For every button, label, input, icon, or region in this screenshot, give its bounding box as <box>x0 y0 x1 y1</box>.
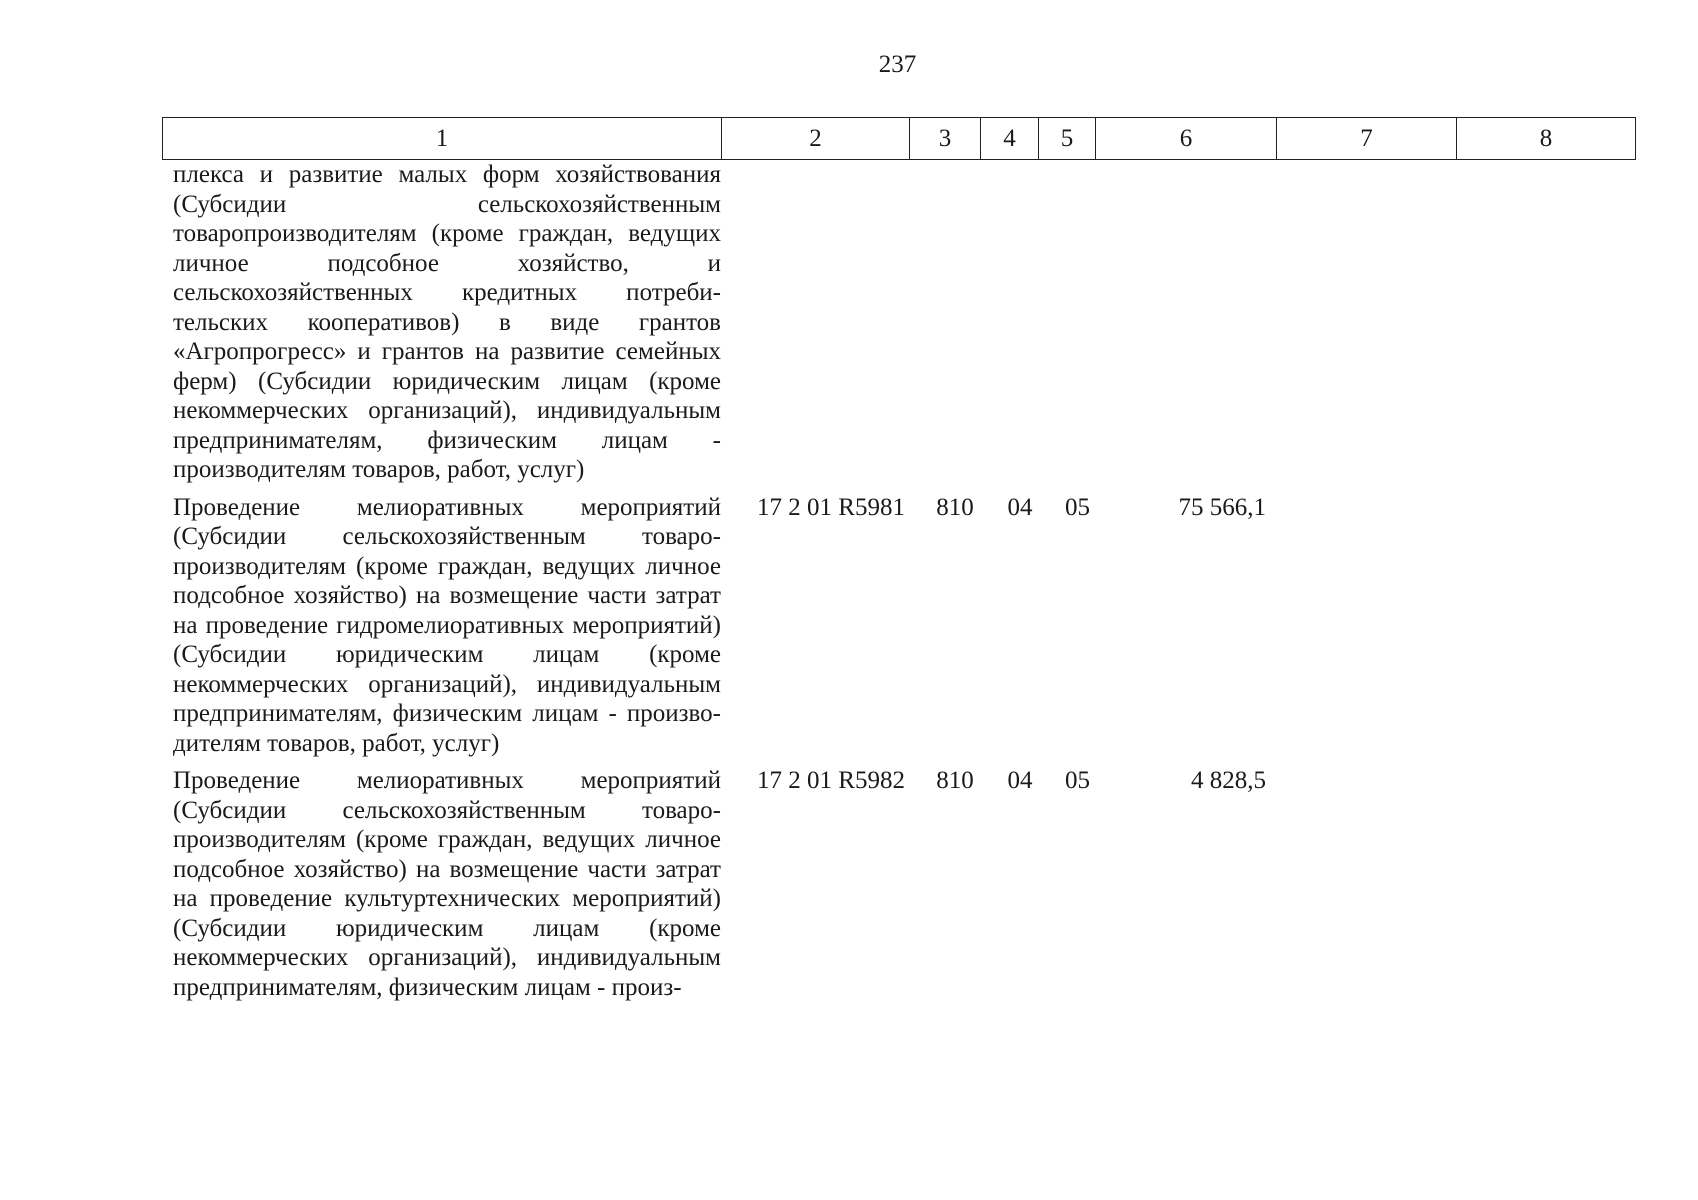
column-number-2: 2 <box>722 118 910 160</box>
row-subsection: 05 <box>1065 493 1090 521</box>
row-section: 04 <box>1007 493 1033 521</box>
row-amount: 4 828,5 <box>1191 767 1266 794</box>
row-description: Проведение мелиоративных мероприятий (Субсидии сельскохозяйственным товаропроизводителям (кроме граждан, ведущих личное подсобное хозяйство) на возмещение части затрат на проведение гидромелиоративных мероприятий) (Субсидии юридическим лицам (кроме некоммерческих организаций), индивидуальным предпринимателям, физическим лицам - производителям товаров, работ, услуг) <box>173 493 721 757</box>
row-description: плекса и развитие малых форм хозяйствования (Субсидии сельскохозяйственным товаропроизводителям (кроме граждан, ведущих личное подсобное хозяйство, и сельскохозяйственных кредитных потребительских кооперативов) в виде грантов «Агропрогресс» и грантов на развитие семейных ферм) (Субсидии юридическим лицам (кроме некоммерческих организаций), индивидуальным предпринимателям, физическим лицам - производителям товаров, работ, услуг) <box>173 161 721 483</box>
column-number-6: 6 <box>1096 118 1277 160</box>
row-expense-type: 810 <box>936 767 974 794</box>
row-expense-type: 810 <box>936 493 974 521</box>
column-number-4: 4 <box>981 118 1039 160</box>
row-section: 04 <box>1007 767 1033 794</box>
column-number-1: 1 <box>163 118 722 160</box>
row-description: Проведение мелиоративных мероприятий (Субсидии сельскохозяйственным товаропроизводителям (кроме граждан, ведущих личное подсобное хозяйство) на возмещение части затрат на проведение культуртехнических мероприятий) (Субсидии юридическим лицам (кроме некоммерческих организаций), индивидуальным предпринимателям, физическим лицам - произ- <box>173 767 721 1001</box>
row-amount: 75 566,1 <box>1178 493 1266 521</box>
row-subsection: 05 <box>1065 767 1090 794</box>
column-number-5: 5 <box>1039 118 1096 160</box>
table-row <box>162 493 1635 759</box>
column-number-8: 8 <box>1457 118 1636 160</box>
table-row <box>162 160 1635 485</box>
column-number-3: 3 <box>910 118 981 160</box>
column-number-7: 7 <box>1277 118 1457 160</box>
row-target-code: 17 2 01 R5981 <box>757 493 905 521</box>
page-number: 237 <box>878 51 917 78</box>
row-target-code: 17 2 01 R5982 <box>757 767 905 794</box>
column-number-header <box>162 117 1636 160</box>
table-row <box>162 766 1635 1002</box>
table-body <box>162 160 1635 1010</box>
